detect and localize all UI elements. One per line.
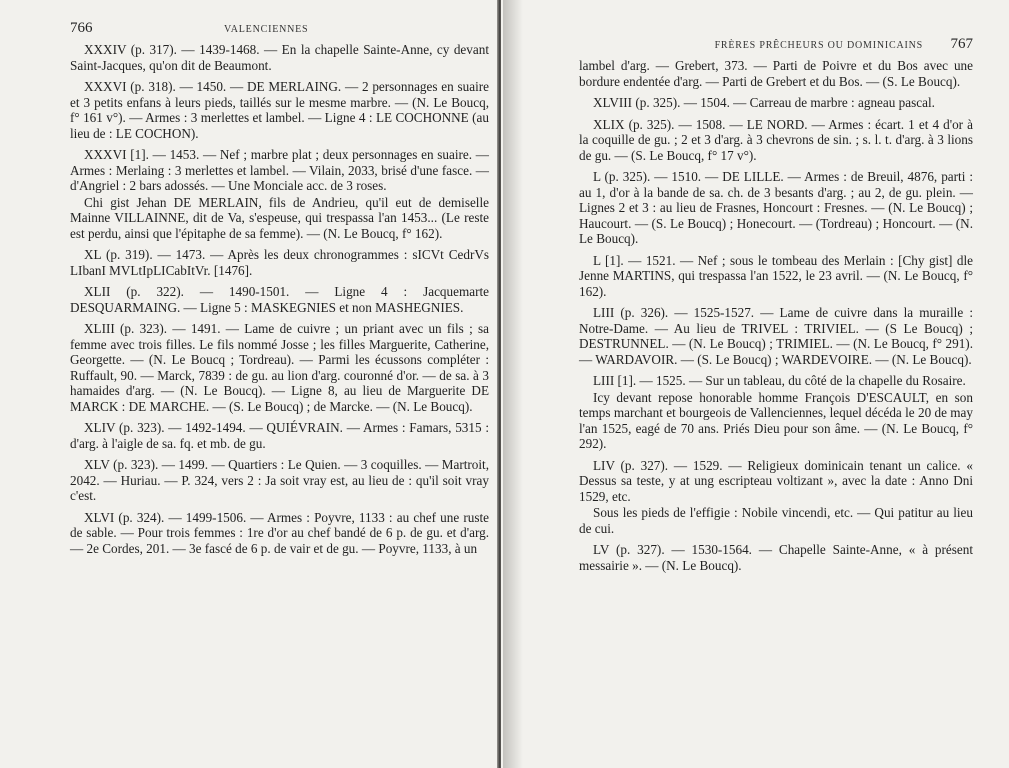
entry-xxxvi: XXXVI (p. 318). — 1450. — DE MERLAING. — 2 personnages en suaire et 3 petits enfans à leurs pieds, taillés sur le mesme marbre. — (N. Le Boucq, f° 161 v°). — Armes : 3 merlettes et lambel. — Ligne 4 : LE COCHONNE (au lieu de : LE COCHON). [70, 79, 489, 141]
entry-xlvi-continued: lambel d'arg. — Grebert, 373. — Parti de Poivre et du Bos avec une bordure endentée d'arg. — Parti de Grebert et du Bos. — (S. Le Boucq). [579, 58, 973, 89]
entry-xlii: XLII (p. 322). — 1490-1501. — Ligne 4 : Jacquemarte DESQUARMAING. — Ligne 5 : MASKEGNIES et non MASHEGNIES. [70, 284, 489, 315]
left-running-header [70, 20, 489, 42]
entry-xxxvi-1: XXXVI [1]. — 1453. — Nef ; marbre plat ; deux personnages en suaire. — Armes : Merlaing : 3 merlettes et lambel. — Vilain, 2033, brisé d'une fasce. — d'Angriel : 2 bars adossés. — Une Monciale acc. de 3 roses. [70, 147, 489, 193]
left-page [0, 0, 497, 768]
entry-liv: LIV (p. 327). — 1529. — Religieux dominicain tenant un calice. « Dessus sa teste, y at ung escripteau voltizant », avec la date : Anno Dni 1529, etc. [579, 457, 973, 504]
entry-xl: XL (p. 319). — 1473. — Après les deux chronogrammes : sICVt CedrVs LIbanI MVLtIpLICabItVr. [1476]. [70, 247, 489, 278]
entry-xliii: XLIII (p. 323). — 1491. — Lame de cuivre ; un priant avec un fils ; sa femme avec trois filles. Le fils nommé Josse ; les filles Marguerite, Catherine, Georgette. — (N. Le Boucq ; Tordreau). — Parmi les écussons compléter : Ruffault, 90. — Marck, 7839 : de gu. au lion d'arg. couronné d'or. — de sa. à 3 hamaides d'arg. — (N. Le Boucq). — Ligne 8, au lieu de Marguerite DE MARCK : DE MARCHE. — (S. Le Boucq) ; de Marcke. — (N. Le Boucq). [70, 321, 489, 414]
right-page [501, 0, 1009, 768]
entry-xlvi: XLVI (p. 324). — 1499-1506. — Armes : Poyvre, 1133 : au chef une ruste de sable. — Pour trois femmes : 1re d'or au chef bandé de 6 p. de gu. et d'arg. — 2e Cordes, 201. — 3e fascé de 6 p. de vair et de gu. — Poyvre, 1133, à un [70, 509, 489, 556]
entry-xlviii: XLVIII (p. 325). — 1504. — Carreau de marbre : agneau pascal. [593, 95, 935, 110]
entry-liii-1: LIII [1]. — 1525. — Sur un tableau, du côté de la chapelle du Rosaire. [593, 373, 966, 388]
epitaph-francois-descault: Icy devant repose honorable homme François D'ESCAULT, en son temps marchant et bourgeois de Vallenciennes, lequel décéda le 20 de may l'an 1525, eagé de 70 ans. Priés Dieu pour son âme. — (N. Le Boucq, f° 292). [579, 389, 973, 451]
entry-xlv: XLV (p. 323). — 1499. — Quartiers : Le Quien. — 3 coquilles. — Martroit, 2042. — Huriau. — P. 324, vers 2 : Ja soit vray est, au lieu de : qu'il soit vray c'est. [70, 457, 489, 503]
entry-liii: LIII (p. 326). — 1525-1527. — Lame de cuivre dans la muraille : Notre-Dame. — Au lieu de TRIVEL : TRIVIEL. — (S Le Boucq) ; DESTRUNNEL. — (N. Le Boucq) ; TRIMIEL. — (N. Le Boucq, f° 291). — WARDAVOIR. — (S. Le Boucq) ; WARDEVOIRE. — (N. Le Boucq). [579, 305, 973, 367]
entry-xxxiv: XXXIV (p. 317). — 1439-1468. — En la chapelle Sainte-Anne, cy devant Saint-Jacques, qu'on dit de Beaumont. [70, 42, 489, 73]
entry-xlix: XLIX (p. 325). — 1508. — LE NORD. — Armes : écart. 1 et 4 d'or à la coquille de gu. ; 2 et 3 d'arg. à 3 chevrons de sin. ; s. l. t. d'arg. à 3 lions de gu. — (S. Le Boucq, f° 17 v°). [579, 116, 973, 163]
right-running-header [579, 36, 973, 58]
entry-liv-effigy-note: Sous les pieds de l'effigie : Nobile vincendi, etc. — Qui patitur au lieu de cui. [579, 505, 973, 536]
entry-l: L (p. 325). — 1510. — DE LILLE. — Armes : de Breuil, 4876, parti : au 1, d'or à la bande de sa. ch. de 3 besants d'arg. ; au 2, de gu. plein. — Lignes 2 et 3 : au lieu de Frasnes, Honcourt : Fresnes. — (N. Le Boucq) ; Haucourt. — (S. Le Boucq) ; Honecourt. — (Tordreau) ; Honcourt. — (N. Le Boucq). [579, 169, 973, 246]
left-running-title: VALENCIENNES [224, 24, 309, 35]
right-running-title: FRÈRES PRÊCHEURS OU DOMINICAINS [714, 40, 923, 51]
left-page-number: 766 [70, 20, 93, 36]
right-page-number: 767 [950, 36, 973, 52]
entry-l-1: L [1]. — 1521. — Nef ; sous le tombeau des Merlain : [Chy gist] dle Jenne MARTINS, qui trespassa l'an 1522, le 23 avril. — (N. Le Boucq, f° 162). [579, 252, 973, 299]
entry-lv: LV (p. 327). — 1530-1564. — Chapelle Sainte-Anne, « à présent messairie ». — (N. Le Boucq). [579, 542, 973, 573]
gutter-shadow [503, 0, 523, 768]
entry-xliv: XLIV (p. 323). — 1492-1494. — QUIÉVRAIN. — Armes : Famars, 5315 : d'arg. à l'aigle de sa. fq. et mb. de gu. [70, 420, 489, 451]
epitaph-jehan-de-merlain: Chi gist Jehan DE MERLAIN, fils de Andrieu, qu'il eut de demiselle Mainne VILLAINNE, dit de Va, s'espeuse, qui trespassa l'an 1453... (Le reste est perdu, ainsi que l'épitaphe de sa femme). — (N. Le Boucq, f° 162). [70, 194, 489, 241]
